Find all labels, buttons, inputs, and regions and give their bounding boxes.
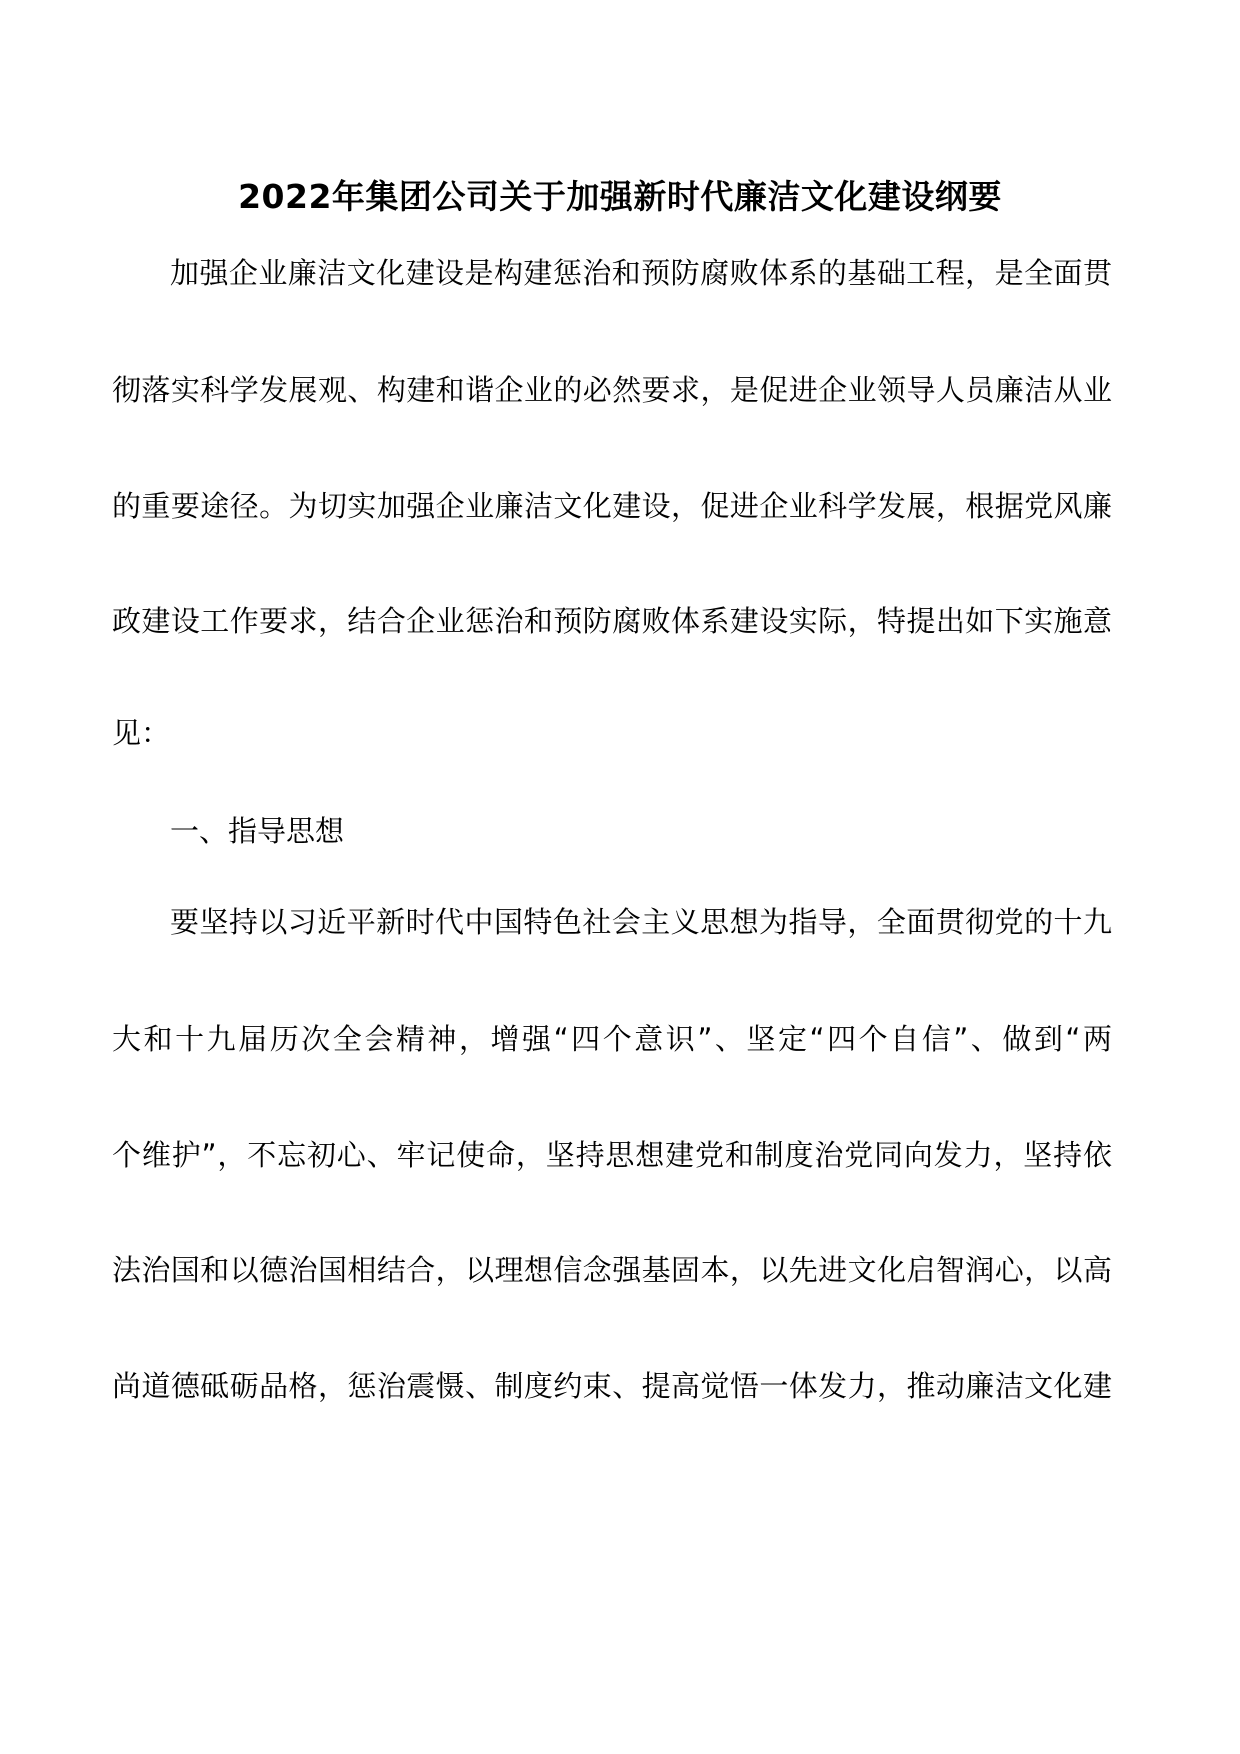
section-line-3: 个维护”，不忘初心、牢记使命，坚持思想建党和制度治党同向发力，坚持依	[112, 1138, 1112, 1172]
intro-line-2: 彻落实科学发展观、构建和谐企业的必然要求，是促进企业领导人员廉洁从业	[112, 373, 1112, 407]
section-line-4: 法治国和以德治国相结合，以理想信念强基固本，以先进文化启智润心，以高	[112, 1253, 1112, 1287]
intro-line-4: 政建设工作要求，结合企业惩治和预防腐败体系建设实际，特提出如下实施意	[112, 604, 1112, 638]
section-line-5: 尚道德砥砺品格，惩治震慑、制度约束、提高觉悟一体发力，推动廉洁文化建	[112, 1369, 1112, 1403]
section-line-2: 大和十九届历次全会精神，增强“四个意识”、坚定“四个自信”、做到“两	[112, 1022, 1112, 1056]
section-line-1: 要坚持以习近平新时代中国特色社会主义思想为指导，全面贯彻党的十九	[170, 905, 1112, 939]
intro-line-1: 加强企业廉洁文化建设是构建惩治和预防腐败体系的基础工程，是全面贯	[170, 256, 1112, 290]
document-title: 2022年集团公司关于加强新时代廉洁文化建设纲要	[238, 177, 1002, 216]
intro-line-5: 见：	[112, 716, 171, 750]
section-heading: 一、指导思想	[170, 814, 345, 848]
intro-line-3: 的重要途径。为切实加强企业廉洁文化建设，促进企业科学发展，根据党风廉	[112, 489, 1112, 523]
